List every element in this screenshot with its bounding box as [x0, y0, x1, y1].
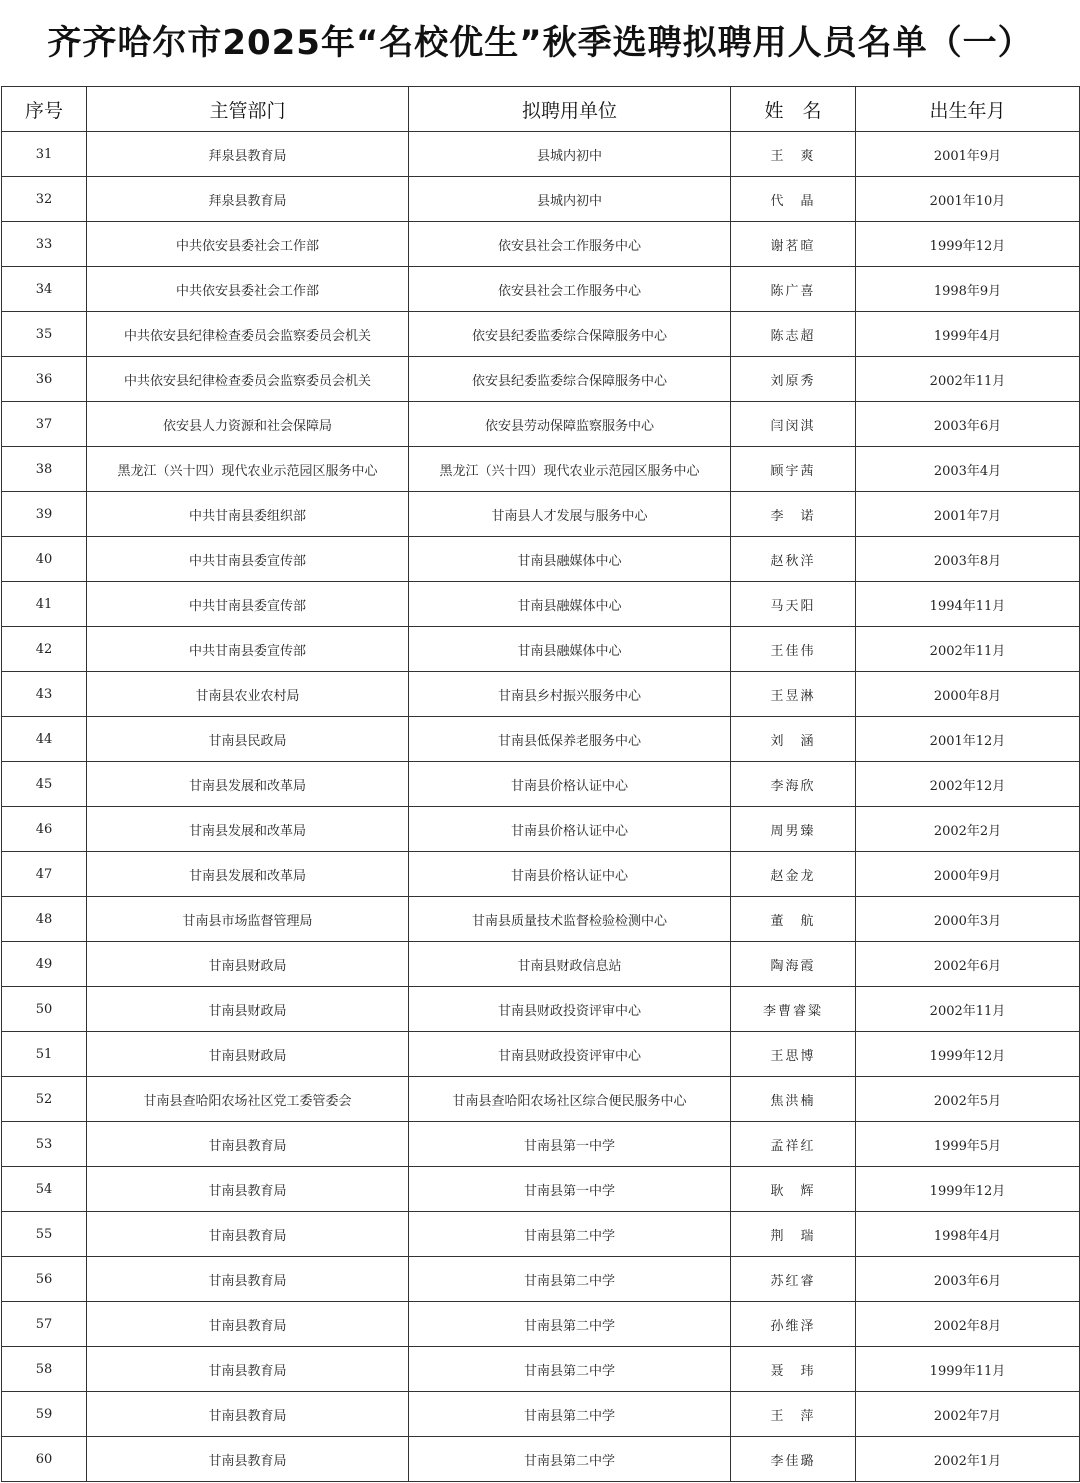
birth-date-cell: 2002年7月 — [856, 1392, 1080, 1437]
hiring-unit-cell: 甘南县财政投资评审中心 — [409, 1032, 731, 1077]
department-cell: 甘南县教育局 — [87, 1167, 409, 1212]
hiring-unit-cell: 甘南县第二中学 — [409, 1302, 731, 1347]
department-cell: 甘南县发展和改革局 — [87, 852, 409, 897]
birth-date-cell: 1998年4月 — [856, 1212, 1080, 1257]
hiring-unit-cell: 甘南县第二中学 — [409, 1392, 731, 1437]
hiring-unit-cell: 依安县劳动保障监察服务中心 — [409, 402, 731, 447]
serial-number-cell: 35 — [2, 312, 87, 357]
department-cell: 甘南县发展和改革局 — [87, 762, 409, 807]
serial-number-cell: 45 — [2, 762, 87, 807]
department-cell: 甘南县教育局 — [87, 1347, 409, 1392]
name-cell: 刘 涵 — [731, 717, 856, 762]
department-cell: 拜泉县教育局 — [87, 177, 409, 222]
serial-number-cell: 55 — [2, 1212, 87, 1257]
serial-number-cell: 47 — [2, 852, 87, 897]
header-hiring-unit: 拟聘用单位 — [409, 87, 731, 132]
serial-number-cell: 41 — [2, 582, 87, 627]
name-cell: 王 萍 — [731, 1392, 856, 1437]
serial-number-cell: 31 — [2, 132, 87, 177]
hiring-unit-cell: 甘南县价格认证中心 — [409, 762, 731, 807]
department-cell: 甘南县财政局 — [87, 942, 409, 987]
table-row — [2, 582, 1080, 627]
birth-date-cell: 2002年2月 — [856, 807, 1080, 852]
hiring-unit-cell: 甘南县融媒体中心 — [409, 537, 731, 582]
name-cell: 陶海霞 — [731, 942, 856, 987]
serial-number-cell: 37 — [2, 402, 87, 447]
name-cell: 聂 玮 — [731, 1347, 856, 1392]
hiring-unit-cell: 甘南县第二中学 — [409, 1212, 731, 1257]
department-cell: 甘南县教育局 — [87, 1122, 409, 1167]
table-row — [2, 492, 1080, 537]
name-cell: 顾宇茜 — [731, 447, 856, 492]
hiring-unit-cell: 依安县纪委监委综合保障服务中心 — [409, 312, 731, 357]
department-cell: 甘南县教育局 — [87, 1302, 409, 1347]
department-cell: 依安县人力资源和社会保障局 — [87, 402, 409, 447]
serial-number-cell: 51 — [2, 1032, 87, 1077]
table-row — [2, 987, 1080, 1032]
birth-date-cell: 2002年11月 — [856, 627, 1080, 672]
birth-date-cell: 2003年4月 — [856, 447, 1080, 492]
birth-date-cell: 2002年12月 — [856, 762, 1080, 807]
department-cell: 甘南县教育局 — [87, 1257, 409, 1302]
name-cell: 李佳璐 — [731, 1437, 856, 1482]
department-cell: 甘南县教育局 — [87, 1392, 409, 1437]
table-row — [2, 1302, 1080, 1347]
hiring-unit-cell: 甘南县第二中学 — [409, 1347, 731, 1392]
name-cell: 王思博 — [731, 1032, 856, 1077]
serial-number-cell: 33 — [2, 222, 87, 267]
name-cell: 王 爽 — [731, 132, 856, 177]
birth-date-cell: 1999年12月 — [856, 1032, 1080, 1077]
name-cell: 马天阳 — [731, 582, 856, 627]
table-row — [2, 447, 1080, 492]
serial-number-cell: 36 — [2, 357, 87, 402]
department-cell: 拜泉县教育局 — [87, 132, 409, 177]
birth-date-cell: 2003年8月 — [856, 537, 1080, 582]
hiring-unit-cell: 甘南县查哈阳农场社区综合便民服务中心 — [409, 1077, 731, 1122]
department-cell: 中共甘南县委组织部 — [87, 492, 409, 537]
birth-date-cell: 1999年11月 — [856, 1347, 1080, 1392]
birth-date-cell: 1999年12月 — [856, 222, 1080, 267]
serial-number-cell: 49 — [2, 942, 87, 987]
table-row — [2, 627, 1080, 672]
birth-date-cell: 2001年12月 — [856, 717, 1080, 762]
name-cell: 谢茗暄 — [731, 222, 856, 267]
department-cell: 甘南县农业农村局 — [87, 672, 409, 717]
serial-number-cell: 43 — [2, 672, 87, 717]
table-row — [2, 717, 1080, 762]
table-row — [2, 312, 1080, 357]
name-cell: 耿 辉 — [731, 1167, 856, 1212]
hiring-unit-cell: 甘南县融媒体中心 — [409, 582, 731, 627]
department-cell: 甘南县市场监督管理局 — [87, 897, 409, 942]
hiring-unit-cell: 依安县纪委监委综合保障服务中心 — [409, 357, 731, 402]
birth-date-cell: 2002年8月 — [856, 1302, 1080, 1347]
table-row — [2, 1122, 1080, 1167]
table-row — [2, 177, 1080, 222]
name-cell: 李曹睿粱 — [731, 987, 856, 1032]
department-cell: 中共依安县纪律检查委员会监察委员会机关 — [87, 357, 409, 402]
department-cell: 甘南县教育局 — [87, 1437, 409, 1482]
birth-date-cell: 2003年6月 — [856, 402, 1080, 447]
table-row — [2, 1347, 1080, 1392]
header-birth-date: 出生年月 — [856, 87, 1080, 132]
table-row — [2, 267, 1080, 312]
serial-number-cell: 52 — [2, 1077, 87, 1122]
hiring-unit-cell: 甘南县财政投资评审中心 — [409, 987, 731, 1032]
header-department: 主管部门 — [87, 87, 409, 132]
department-cell: 甘南县民政局 — [87, 717, 409, 762]
serial-number-cell: 59 — [2, 1392, 87, 1437]
birth-date-cell: 2001年7月 — [856, 492, 1080, 537]
table-row — [2, 1077, 1080, 1122]
table-row — [2, 1212, 1080, 1257]
table-row — [2, 672, 1080, 717]
table-row — [2, 1167, 1080, 1212]
table-row — [2, 942, 1080, 987]
department-cell: 中共依安县委社会工作部 — [87, 267, 409, 312]
birth-date-cell: 2000年9月 — [856, 852, 1080, 897]
birth-date-cell: 2001年10月 — [856, 177, 1080, 222]
table-row — [2, 807, 1080, 852]
department-cell: 甘南县财政局 — [87, 1032, 409, 1077]
name-cell: 赵金龙 — [731, 852, 856, 897]
birth-date-cell: 2000年8月 — [856, 672, 1080, 717]
name-cell: 王佳伟 — [731, 627, 856, 672]
birth-date-cell: 2002年6月 — [856, 942, 1080, 987]
serial-number-cell: 39 — [2, 492, 87, 537]
serial-number-cell: 40 — [2, 537, 87, 582]
table-body — [2, 132, 1080, 1482]
name-cell: 苏红睿 — [731, 1257, 856, 1302]
department-cell: 甘南县发展和改革局 — [87, 807, 409, 852]
hiring-unit-cell: 甘南县低保养老服务中心 — [409, 717, 731, 762]
table-header — [2, 87, 1080, 132]
hiring-unit-cell: 县城内初中 — [409, 177, 731, 222]
table-row — [2, 897, 1080, 942]
birth-date-cell: 1998年9月 — [856, 267, 1080, 312]
birth-date-cell: 2002年5月 — [856, 1077, 1080, 1122]
department-cell: 中共依安县纪律检查委员会监察委员会机关 — [87, 312, 409, 357]
name-cell: 闫闵淇 — [731, 402, 856, 447]
department-cell: 中共甘南县委宣传部 — [87, 537, 409, 582]
name-cell: 荆 瑞 — [731, 1212, 856, 1257]
page-title: 齐齐哈尔市2025年“名校优生”秋季选聘拟聘用人员名单（一） — [47, 23, 1033, 63]
birth-date-cell: 2003年6月 — [856, 1257, 1080, 1302]
department-cell: 中共甘南县委宣传部 — [87, 627, 409, 672]
department-cell: 中共甘南县委宣传部 — [87, 582, 409, 627]
department-cell: 甘南县财政局 — [87, 987, 409, 1032]
table-row — [2, 222, 1080, 267]
table-row — [2, 132, 1080, 177]
serial-number-cell: 42 — [2, 627, 87, 672]
serial-number-cell: 58 — [2, 1347, 87, 1392]
name-cell: 陈广喜 — [731, 267, 856, 312]
serial-number-cell: 53 — [2, 1122, 87, 1167]
department-cell: 中共依安县委社会工作部 — [87, 222, 409, 267]
table-row — [2, 852, 1080, 897]
department-cell: 黑龙江（兴十四）现代农业示范园区服务中心 — [87, 447, 409, 492]
name-cell: 代 晶 — [731, 177, 856, 222]
table-row — [2, 1437, 1080, 1482]
name-cell: 周男臻 — [731, 807, 856, 852]
birth-date-cell: 1999年4月 — [856, 312, 1080, 357]
hiring-unit-cell: 黑龙江（兴十四）现代农业示范园区服务中心 — [409, 447, 731, 492]
birth-date-cell: 2002年1月 — [856, 1437, 1080, 1482]
hiring-unit-cell: 依安县社会工作服务中心 — [409, 222, 731, 267]
birth-date-cell: 2001年9月 — [856, 132, 1080, 177]
header-row — [2, 87, 1080, 132]
hiring-unit-cell: 甘南县第二中学 — [409, 1257, 731, 1302]
name-cell: 孙维泽 — [731, 1302, 856, 1347]
serial-number-cell: 46 — [2, 807, 87, 852]
hiring-unit-cell: 甘南县价格认证中心 — [409, 852, 731, 897]
hiring-unit-cell: 甘南县第一中学 — [409, 1122, 731, 1167]
hiring-unit-cell: 甘南县价格认证中心 — [409, 807, 731, 852]
header-name: 姓 名 — [731, 87, 856, 132]
serial-number-cell: 34 — [2, 267, 87, 312]
name-cell: 刘原秀 — [731, 357, 856, 402]
header-serial-number: 序号 — [2, 87, 87, 132]
table-row — [2, 1392, 1080, 1437]
name-cell: 焦洪楠 — [731, 1077, 856, 1122]
roster-table — [1, 86, 1080, 1482]
serial-number-cell: 32 — [2, 177, 87, 222]
serial-number-cell: 50 — [2, 987, 87, 1032]
hiring-unit-cell: 甘南县质量技术监督检验检测中心 — [409, 897, 731, 942]
serial-number-cell: 38 — [2, 447, 87, 492]
serial-number-cell: 44 — [2, 717, 87, 762]
serial-number-cell: 60 — [2, 1437, 87, 1482]
department-cell: 甘南县教育局 — [87, 1212, 409, 1257]
birth-date-cell: 1999年12月 — [856, 1167, 1080, 1212]
birth-date-cell: 2002年11月 — [856, 357, 1080, 402]
hiring-unit-cell: 依安县社会工作服务中心 — [409, 267, 731, 312]
birth-date-cell: 1999年5月 — [856, 1122, 1080, 1167]
hiring-unit-cell: 甘南县财政信息站 — [409, 942, 731, 987]
table-row — [2, 357, 1080, 402]
name-cell: 赵秋洋 — [731, 537, 856, 582]
table-row — [2, 402, 1080, 447]
name-cell: 王昱淋 — [731, 672, 856, 717]
name-cell: 李海欣 — [731, 762, 856, 807]
serial-number-cell: 57 — [2, 1302, 87, 1347]
name-cell: 陈志超 — [731, 312, 856, 357]
hiring-unit-cell: 甘南县乡村振兴服务中心 — [409, 672, 731, 717]
serial-number-cell: 48 — [2, 897, 87, 942]
birth-date-cell: 2002年11月 — [856, 987, 1080, 1032]
table-row — [2, 537, 1080, 582]
name-cell: 孟祥红 — [731, 1122, 856, 1167]
birth-date-cell: 1994年11月 — [856, 582, 1080, 627]
name-cell: 董 航 — [731, 897, 856, 942]
serial-number-cell: 54 — [2, 1167, 87, 1212]
department-cell: 甘南县查哈阳农场社区党工委管委会 — [87, 1077, 409, 1122]
serial-number-cell: 56 — [2, 1257, 87, 1302]
hiring-unit-cell: 县城内初中 — [409, 132, 731, 177]
birth-date-cell: 2000年3月 — [856, 897, 1080, 942]
table-row — [2, 1032, 1080, 1077]
table-row — [2, 1257, 1080, 1302]
hiring-unit-cell: 甘南县融媒体中心 — [409, 627, 731, 672]
hiring-unit-cell: 甘南县第二中学 — [409, 1437, 731, 1482]
hiring-unit-cell: 甘南县第一中学 — [409, 1167, 731, 1212]
name-cell: 李 诺 — [731, 492, 856, 537]
table-row — [2, 762, 1080, 807]
hiring-unit-cell: 甘南县人才发展与服务中心 — [409, 492, 731, 537]
